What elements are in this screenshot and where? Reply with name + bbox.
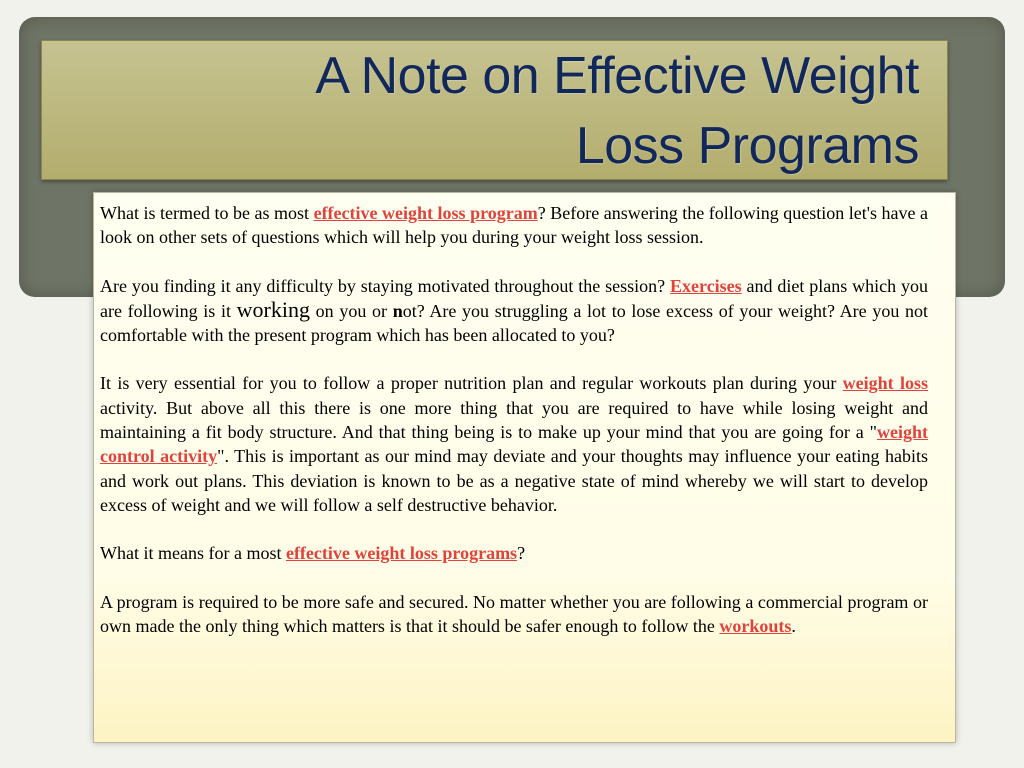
link-effective-weight-loss-programs[interactable]: effective weight loss programs [285, 543, 518, 564]
link-workouts[interactable]: workouts [719, 615, 792, 636]
title-line-2: Loss Programs [575, 117, 919, 175]
paragraph-3 [100, 371, 928, 517]
title-box [41, 40, 948, 180]
link-effective-weight-loss-program[interactable]: effective weight loss program [313, 203, 538, 223]
paragraph-4 [100, 541, 928, 565]
paragraph-1 [100, 201, 928, 250]
paragraph-text: ? Before answering the following question let's have a look on other sets of questions which will help you during your weight loss session. [100, 203, 928, 248]
emphasized-word-working: working [236, 296, 310, 322]
link-weight-loss[interactable]: weight loss [842, 373, 929, 394]
paragraph-text: What is termed to be as most [100, 203, 314, 223]
slide-title [59, 41, 919, 181]
paragraph-text: Are you finding it any difficulty by staying motivated throughout the session? [100, 275, 671, 296]
paragraph-text: activity. But above all this there is one more thing that you are required to have while losing weight and maintaining a fit body structure. And that thing being is to make up your mind that you are going for a " [100, 397, 928, 443]
paragraph-text: ? [517, 543, 526, 564]
link-weight-control-activity[interactable]: weight control activity [100, 422, 928, 467]
link-exercises[interactable]: Exercises [670, 275, 742, 296]
paragraph-text: A program is required to be more safe and secured. No matter whether you are following a commercial program or own made the only thing which matters is that it should be safer enough to follow the [100, 591, 928, 636]
paragraph-5 [100, 590, 928, 639]
paragraph-text: It is very essential for you to follow a proper nutrition plan and regular workouts plan during your [100, 373, 843, 394]
paragraph-text: . [791, 615, 796, 636]
paragraph-text: on you or [310, 300, 393, 321]
paragraph-text: and diet plans which you are following is it [100, 275, 928, 321]
content-box [93, 192, 956, 743]
paragraph-text: ot? Are you struggling a lot to lose excess of your weight? Are you not comfortable with the present program which has been allocated to you? [100, 300, 929, 346]
paragraph-text: ". This is important as our mind may deviate and your thoughts may influence your eating habits and work out plans. This deviation is known to be as a negative state of mind whereby we will start to develop excess of weight and we will follow a self destructive behavior. [100, 446, 928, 515]
title-line-1: A Note on Effective Weight [315, 47, 919, 105]
bold-letter-n: n [392, 300, 403, 321]
paragraph-2 [100, 274, 928, 348]
paragraph-text: What it means for a most [100, 543, 286, 564]
